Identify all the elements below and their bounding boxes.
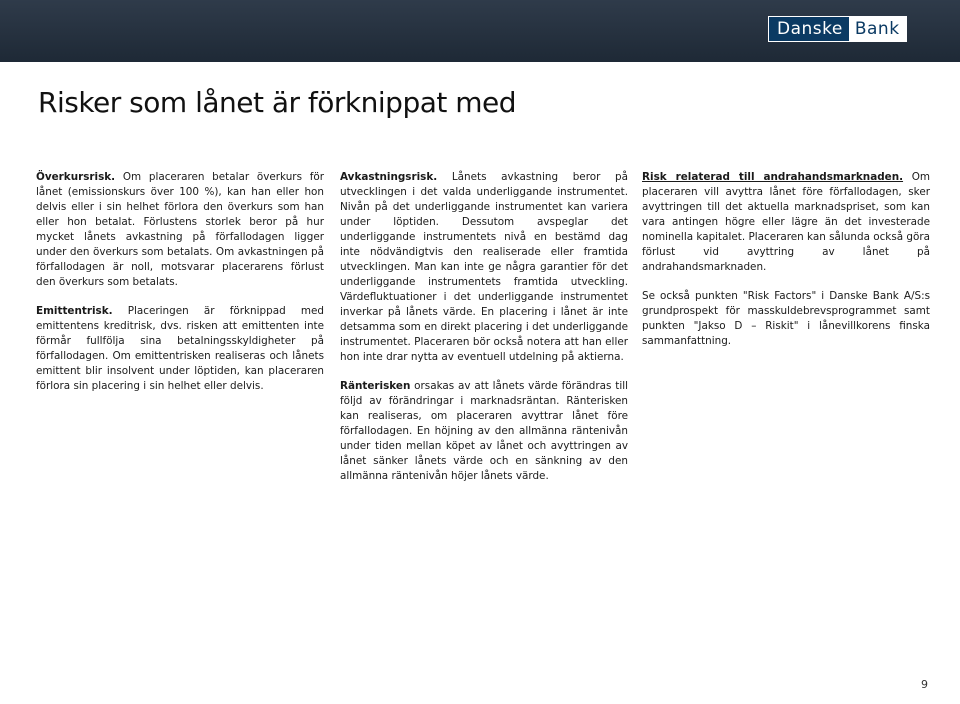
paragraph-se-ocksa xyxy=(642,289,930,349)
column-middle xyxy=(340,170,628,498)
heading-ranterisken: Ränterisken xyxy=(340,380,411,392)
page-number: 9 xyxy=(921,678,928,691)
paragraph-overkursrisk xyxy=(36,170,324,290)
heading-avkastningsrisk: Avkastningsrisk. xyxy=(340,171,438,183)
column-left xyxy=(36,170,324,408)
logo-text-danske: Danske xyxy=(769,17,849,41)
paragraph-ranterisken xyxy=(340,379,628,484)
heading-overkursrisk: Överkursrisk. xyxy=(36,171,116,183)
text-andrahandsmarknad: Om placeraren vill avyttra lånet före förfallodagen, sker avyttringen till det aktuella marknadspriset, som kan vara antingen högre eller lägre än det investerade nominella kapitalet. Placeraren kan sålunda också göra förlust vid avyttring av lånet på andrahandsmarknaden. xyxy=(642,171,931,273)
text-overkursrisk: Om placeraren betalar överkurs för lånet (emissionskurs över 100 %), kan han eller hon delvis eller i sin helhet förlora den överkurs som han eller hon betalat. Förlustens storlek beror på hur mycket lånets avkastning på förfallodagen ligger under den överkurs som betalats. Om avkastningen på förfallodagen är noll, motsvarar placerarens förlust den överkurs som betalats. xyxy=(36,171,324,288)
header-bar xyxy=(0,0,960,62)
text-ranterisken: orsakas av att lånets värde förändras till följd av förändringar i marknadsräntan. Ränterisken kan realiseras, om placeraren avyttrar lånet före förfallodagen. En höjning av den allmänna räntenivån under tiden mellan köpet av lånet och avyttringen av lånet sänker lånets värde och en sänkning av den allmänna räntenivån höjer lånets värde. xyxy=(340,380,628,482)
text-se-ocksa: Se också punkten "Risk Factors" i Danske Bank A/S:s grundprospekt för masskuldebrevsprogrammet samt punkten "Jakso D – Riskit" i lånevillkorens finska sammanfattning. xyxy=(642,290,930,347)
logo-text-bank: Bank xyxy=(849,17,906,41)
page-title: Risker som lånet är förknippat med xyxy=(38,86,517,119)
danske-bank-logo xyxy=(768,16,907,42)
paragraph-andrahandsmarknad xyxy=(642,170,930,275)
paragraph-emittentrisk xyxy=(36,304,324,394)
heading-andrahandsmarknad: Risk relaterad till andrahandsmarknaden. xyxy=(642,171,904,183)
paragraph-avkastningsrisk xyxy=(340,170,628,365)
column-right xyxy=(642,170,930,363)
text-avkastningsrisk: Lånets avkastning beror på utvecklingen i det valda underliggande instrumentet. Nivån på det underliggande instrumentet kan variera under löptiden. Dessutom avspeglar det underliggande instrumentets nivå en bestämd dag inte nödvändigtvis den realiserade eller framtida utvecklingen. Man kan inte ge några garantier för det underliggande instrumentets framtida utveckling. Värdefluktuationer i det underliggande instrumentet inverkar på lånets värde. En placering i lånet är inte detsamma som en direkt placering i det underliggande instrumentet. Placeraren bör också notera att han eller hon inte drar nytta av eventuell utdelning på aktierna. xyxy=(340,171,628,363)
heading-emittentrisk: Emittentrisk. xyxy=(36,305,113,317)
text-emittentrisk: Placeringen är förknippad med emittentens kreditrisk, dvs. risken att emittenten inte förmår fullfölja sina betalningsskyldigheter på förfallodagen. Om emittentrisken realiseras och lånets emittent blir insolvent under löptiden, kan placeraren förlora sin placering i sin helhet eller delvis. xyxy=(36,305,324,392)
